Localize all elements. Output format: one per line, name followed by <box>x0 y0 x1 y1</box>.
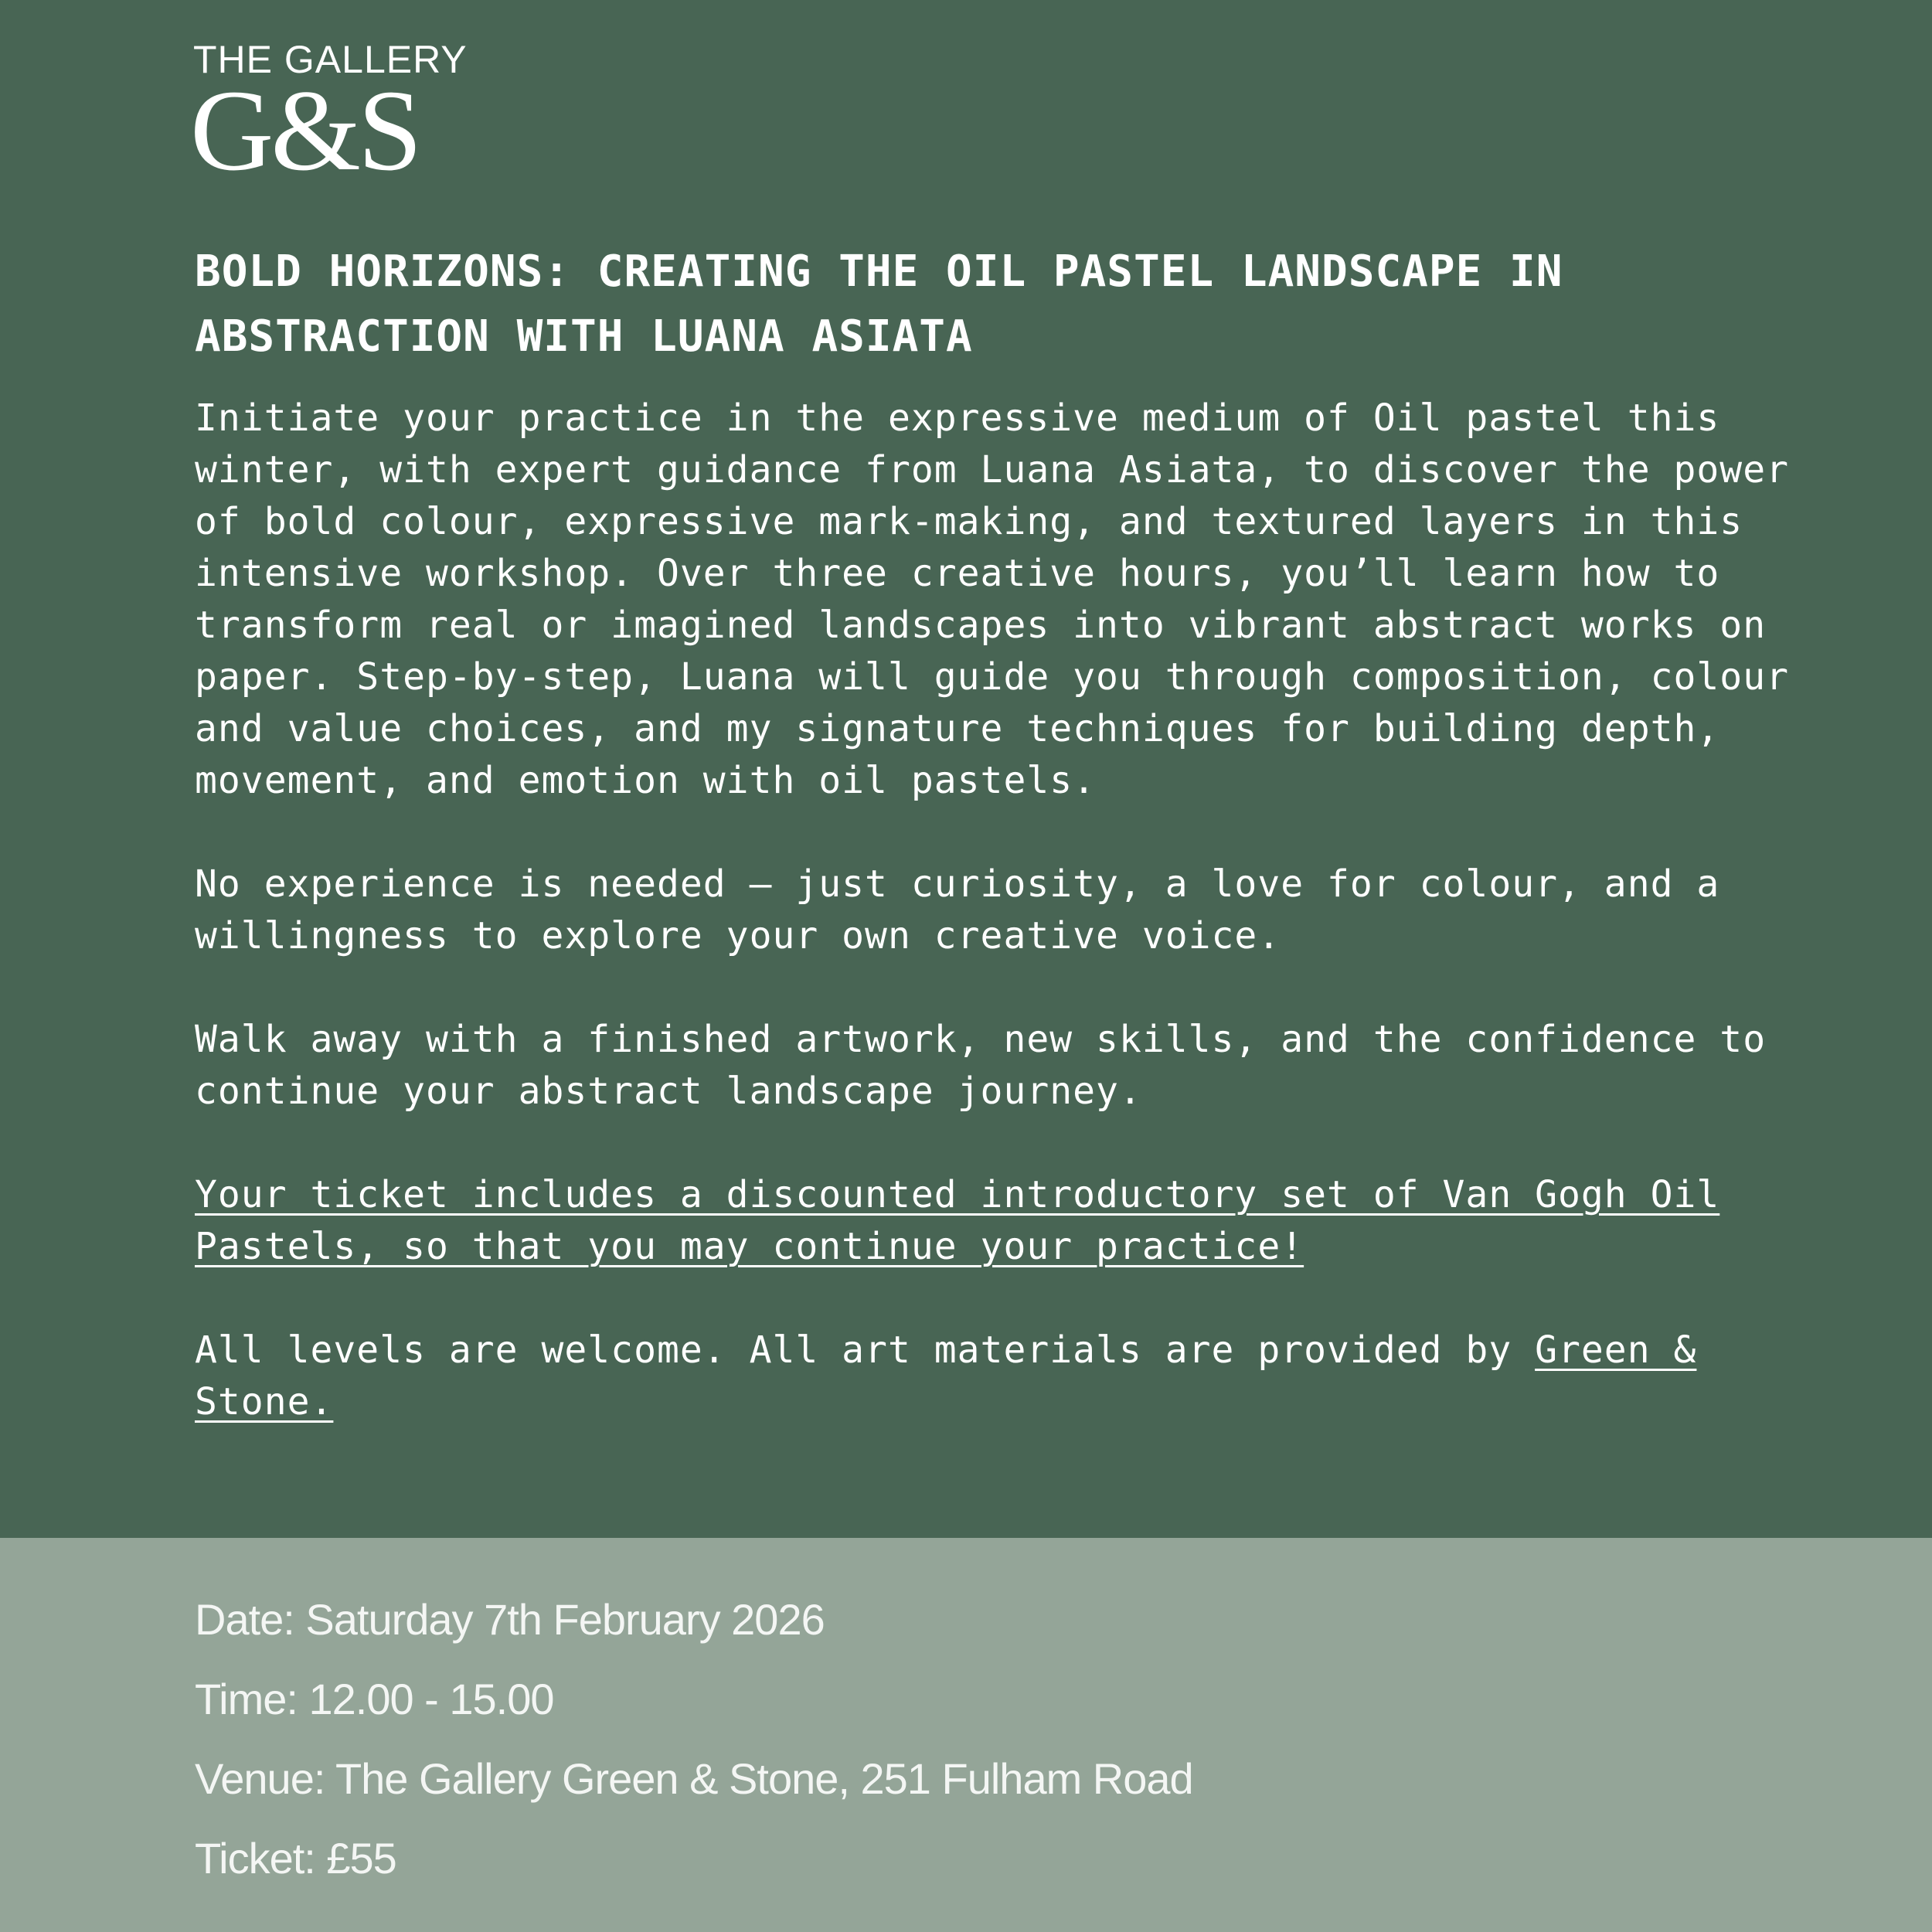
event-description <box>195 393 1802 1428</box>
logo-monogram: G&S <box>190 66 420 195</box>
event-venue: Venue: The Gallery Green & Stone, 251 Fulham Road <box>195 1754 1193 1803</box>
materials-paragraph <box>195 1325 1802 1428</box>
green-and-stone-link[interactable]: Green & Stone. <box>195 1328 1697 1423</box>
description-paragraph: Initiate your practice in the expressive medium of Oil pastel this winter, with expert guidance from Luana Asiata, to discover the power of bold colour, expressive mark-making, and textured layers in this intensive workshop. Over three creative hours, you’ll learn how to transform real or imagined landscapes into vibrant abstract works on paper. Step-by-step, Luana will guide you through composition, colour and value choices, and my signature techniques for building depth, movement, and emotion with oil pastels. <box>195 396 1789 802</box>
ticket-info-link[interactable]: Your ticket includes a discounted introductory set of Van Gogh Oil Pastels, so that you may continue your practice! <box>195 1173 1720 1268</box>
description-paragraph: No experience is needed — just curiosity, a love for colour, and a willingness to explore your own creative voice. <box>195 862 1720 957</box>
ticket-info-paragraph <box>195 1169 1802 1273</box>
description-paragraph: Walk away with a finished artwork, new skills, and the confidence to continue your abstract landscape journey. <box>195 1018 1767 1113</box>
gallery-logo <box>190 38 468 195</box>
event-date: Date: Saturday 7th February 2026 <box>195 1595 825 1644</box>
logo-small-text: THE GALLERY <box>193 38 468 81</box>
event-time: Time: 12.00 - 15.00 <box>195 1675 554 1723</box>
event-details <box>195 1580 1193 1898</box>
event-title: BOLD HORIZONS: CREATING THE OIL PASTEL LANDSCAPE IN ABSTRACTION WITH LUANA ASIATA <box>195 247 1563 362</box>
materials-text: All levels are welcome. All art materials are provided by <box>195 1328 1536 1372</box>
event-ticket-price: Ticket: £55 <box>195 1834 396 1883</box>
